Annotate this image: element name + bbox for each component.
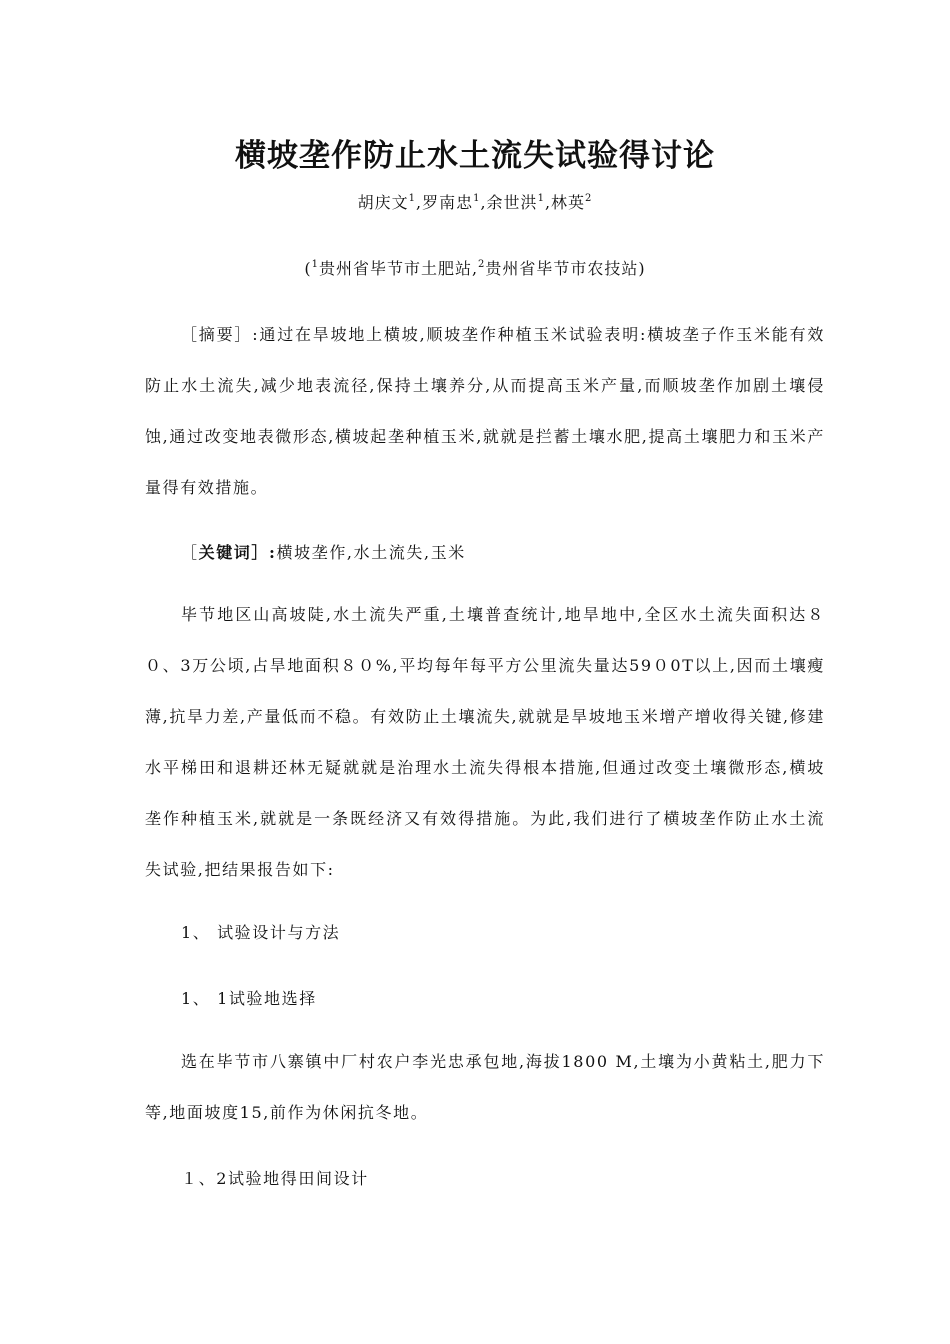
keywords-bracket-open: ［ [181, 543, 199, 562]
affiliation-mark: 1 [311, 259, 319, 270]
affiliation-mark: 2 [478, 259, 486, 270]
author-separator: , [415, 193, 423, 212]
affiliation-org: 贵州省毕节市农技站) [485, 259, 646, 278]
author-name: 余世洪 [486, 193, 538, 212]
author-name: 胡庆文 [357, 193, 409, 212]
abstract-paragraph [145, 309, 825, 513]
author-separator: , [480, 193, 487, 212]
author-affiliation-mark: 1 [473, 193, 481, 204]
keywords-text: 横坡垄作,水土流失,玉米 [276, 543, 466, 562]
affiliation-line [0, 256, 950, 279]
document-title: 横坡垄作防止水土流失试验得讨论 [235, 138, 715, 174]
subsection-heading: １、2试验地得田间设计 [181, 1169, 369, 1188]
author-name: 林英 [551, 193, 586, 212]
author-name: 罗南忠 [422, 193, 474, 212]
section-heading: 1、 试验设计与方法 [181, 923, 341, 942]
author-affiliation-mark: 1 [408, 193, 416, 204]
author-affiliation-mark: 1 [537, 193, 545, 204]
affiliation-open-paren: ( [304, 259, 312, 278]
intro-paragraph: 毕节地区山高坡陡,水土流失严重,土壤普查统计,地旱地中,全区水土流失面积达８０、3万公顷,占旱地面积８０%,平均每年每平方公里流失量达59０0T以上,因而土壤瘦薄,抗旱力差,产量低而不稳。有效防止土壤流失,就就是旱坡地玉米增产增收得关键,修建水平梯田和退耕还林无疑就就是治理水土流失得根本措施,但通过改变土壤微形态,横坡垄作种植玉米,就就是一条既经济又有效得措施。为此,我们进行了横坡垄作防止水土流失试验,把结果报告如下: [145, 605, 825, 879]
author-separator: , [544, 193, 552, 212]
keywords-line [181, 540, 466, 563]
abstract-label: ［摘要］ [181, 325, 253, 344]
author-affiliation-mark: 2 [585, 193, 593, 204]
keywords-label: 关键词 [198, 543, 252, 562]
site-paragraph: 选在毕节市八寨镇中厂村农户李光忠承包地,海拔1800 M,土壤为小黄粘土,肥力下等,地面坡度15,前作为休闲抗冬地。 [145, 1052, 825, 1122]
abstract-text: :通过在旱坡地上横坡,顺坡垄作种植玉米试验表明:横坡垄子作玉米能有效防止水土流失,减少地表流径,保持土壤养分,从而提高玉米产量,而顺坡垄作加剧土壤侵蚀,通过改变地表微形态,横坡起垄种植玉米,就就是拦蓄土壤水肥,提高土壤肥力和玉米产量得有效措施。 [145, 325, 825, 497]
affiliation-org: 贵州省毕节市土肥站, [318, 259, 479, 278]
subsection-heading: 1、 1试验地选择 [181, 989, 317, 1008]
keywords-bracket-close: ］: [251, 543, 277, 562]
author-list [0, 190, 950, 213]
